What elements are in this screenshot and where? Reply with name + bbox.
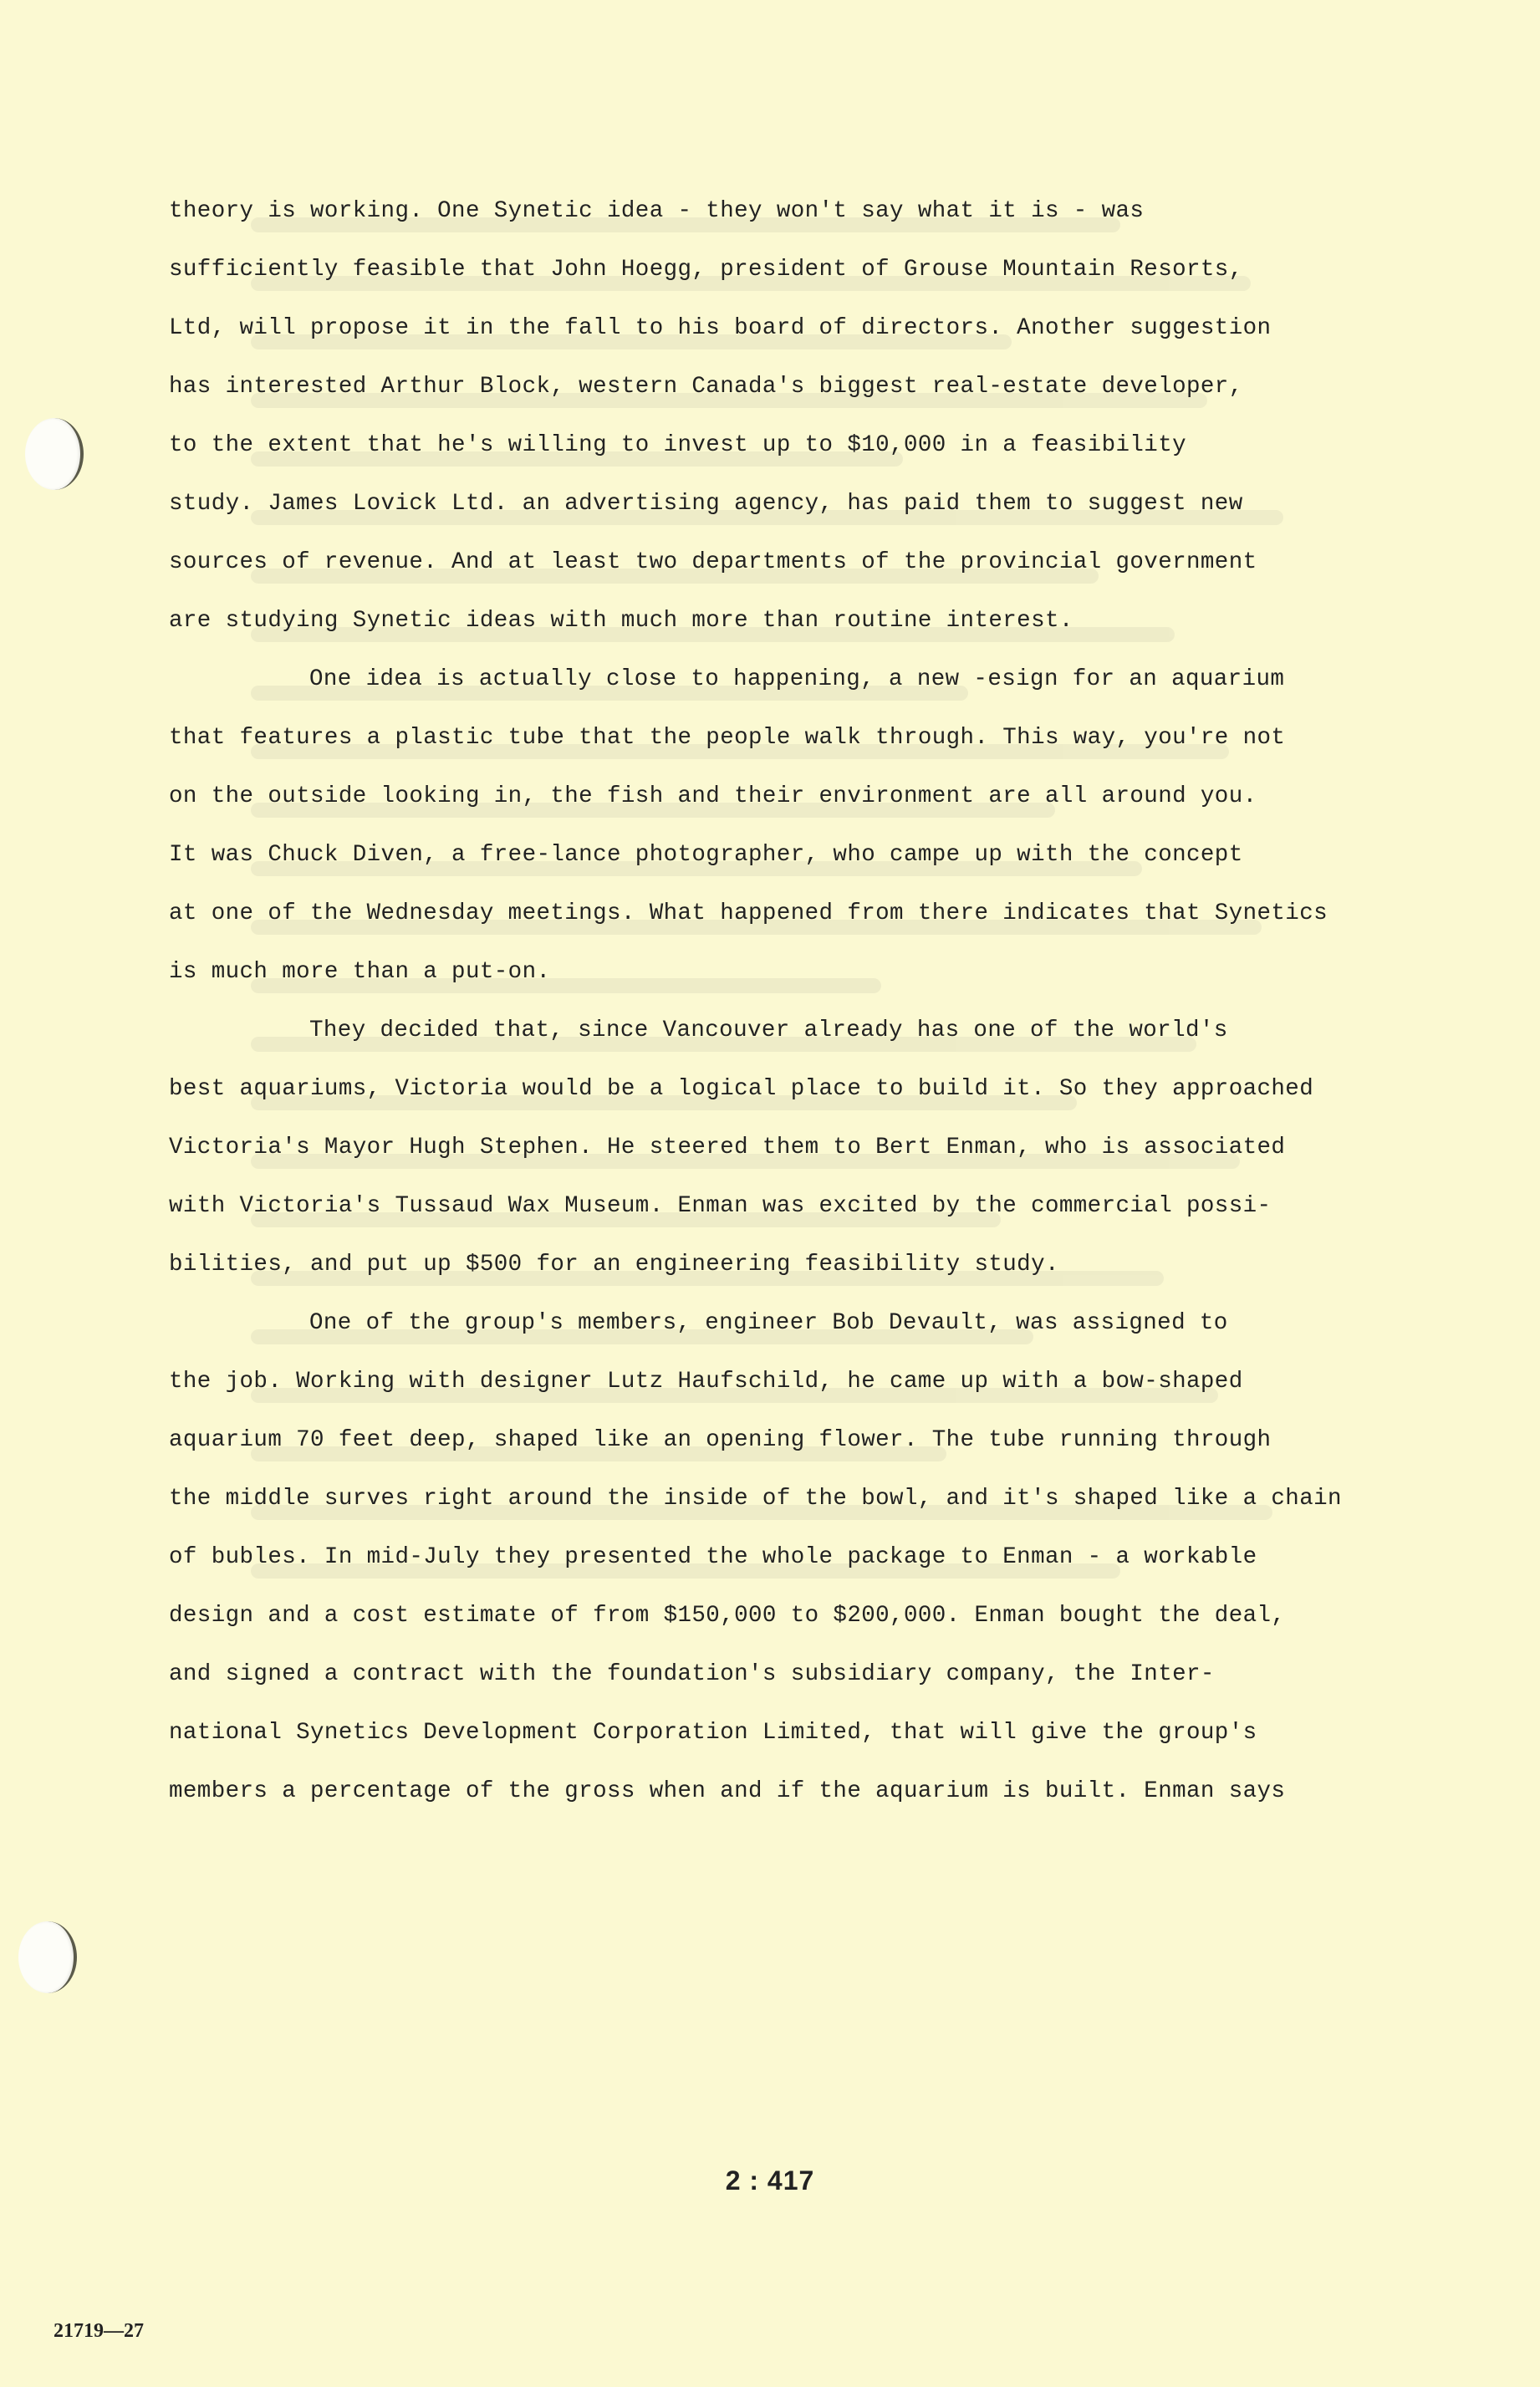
text-line: theory is working. One Synetic idea - they won't say what it is - was bbox=[169, 198, 1145, 224]
typewritten-body bbox=[169, 182, 1373, 1821]
text-line: on the outside looking in, the fish and their environment are all around you. bbox=[169, 783, 1257, 809]
paragraph-start-line: They decided that, since Vancouver already has one of the world's bbox=[309, 1018, 1228, 1043]
text-line: has interested Arthur Block, western Canada's biggest real-estate developer, bbox=[169, 374, 1243, 400]
text-line: to the extent that he's willing to invest up to $10,000 in a feasibility bbox=[169, 432, 1186, 458]
binder-hole-bottom bbox=[18, 1921, 77, 1993]
text-line: that features a plastic tube that the people walk through. This way, you're not bbox=[169, 725, 1286, 751]
text-line: sufficiently feasible that John Hoegg, president of Grouse Mountain Resorts, bbox=[169, 257, 1243, 283]
text-line: of bubles. In mid-July they presented the whole package to Enman - a workable bbox=[169, 1544, 1257, 1570]
text-line: members a percentage of the gross when and if the aquarium is built. Enman says bbox=[169, 1778, 1286, 1804]
text-line: aquarium 70 feet deep, shaped like an opening flower. The tube running through bbox=[169, 1427, 1272, 1453]
text-line: with Victoria's Tussaud Wax Museum. Enman was excited by the commercial possi- bbox=[169, 1193, 1272, 1219]
text-line: It was Chuck Diven, a free-lance photographer, who campe up with the concept bbox=[169, 842, 1243, 868]
text-line: are studying Synetic ideas with much more than routine interest. bbox=[169, 608, 1073, 634]
text-line: is much more than a put-on. bbox=[169, 959, 551, 985]
text-line: bilities, and put up $500 for an engineering feasibility study. bbox=[169, 1252, 1059, 1278]
text-line: Ltd, will propose it in the fall to his board of directors. Another suggestion bbox=[169, 315, 1272, 341]
text-line: study. James Lovick Ltd. an advertising agency, has paid them to suggest new bbox=[169, 491, 1243, 517]
text-line: sources of revenue. And at least two departments of the provincial government bbox=[169, 549, 1257, 575]
text-line: design and a cost estimate of from $150,000 to $200,000. Enman bought the deal, bbox=[169, 1603, 1286, 1629]
page-number: 2 : 417 bbox=[725, 2165, 815, 2196]
text-line: at one of the Wednesday meetings. What happened from there indicates that Synetics bbox=[169, 900, 1328, 926]
text-line: Victoria's Mayor Hugh Stephen. He steered them to Bert Enman, who is associated bbox=[169, 1135, 1286, 1160]
text-line: best aquariums, Victoria would be a logical place to build it. So they approached bbox=[169, 1076, 1314, 1102]
form-code: 21719—27 bbox=[54, 2320, 144, 2342]
paragraph-start-line: One idea is actually close to happening, a new -esign for an aquarium bbox=[309, 666, 1285, 692]
text-line: the job. Working with designer Lutz Haufschild, he came up with a bow-shaped bbox=[169, 1369, 1243, 1395]
text-line: national Synetics Development Corporation Limited, that will give the group's bbox=[169, 1720, 1257, 1746]
text-line: and signed a contract with the foundation's subsidiary company, the Inter- bbox=[169, 1661, 1215, 1687]
paragraph-start-line: One of the group's members, engineer Bob Devault, was assigned to bbox=[309, 1310, 1228, 1336]
text-line: the middle surves right around the inside of the bowl, and it's shaped like a chain bbox=[169, 1486, 1342, 1512]
binder-hole-top bbox=[25, 418, 84, 490]
